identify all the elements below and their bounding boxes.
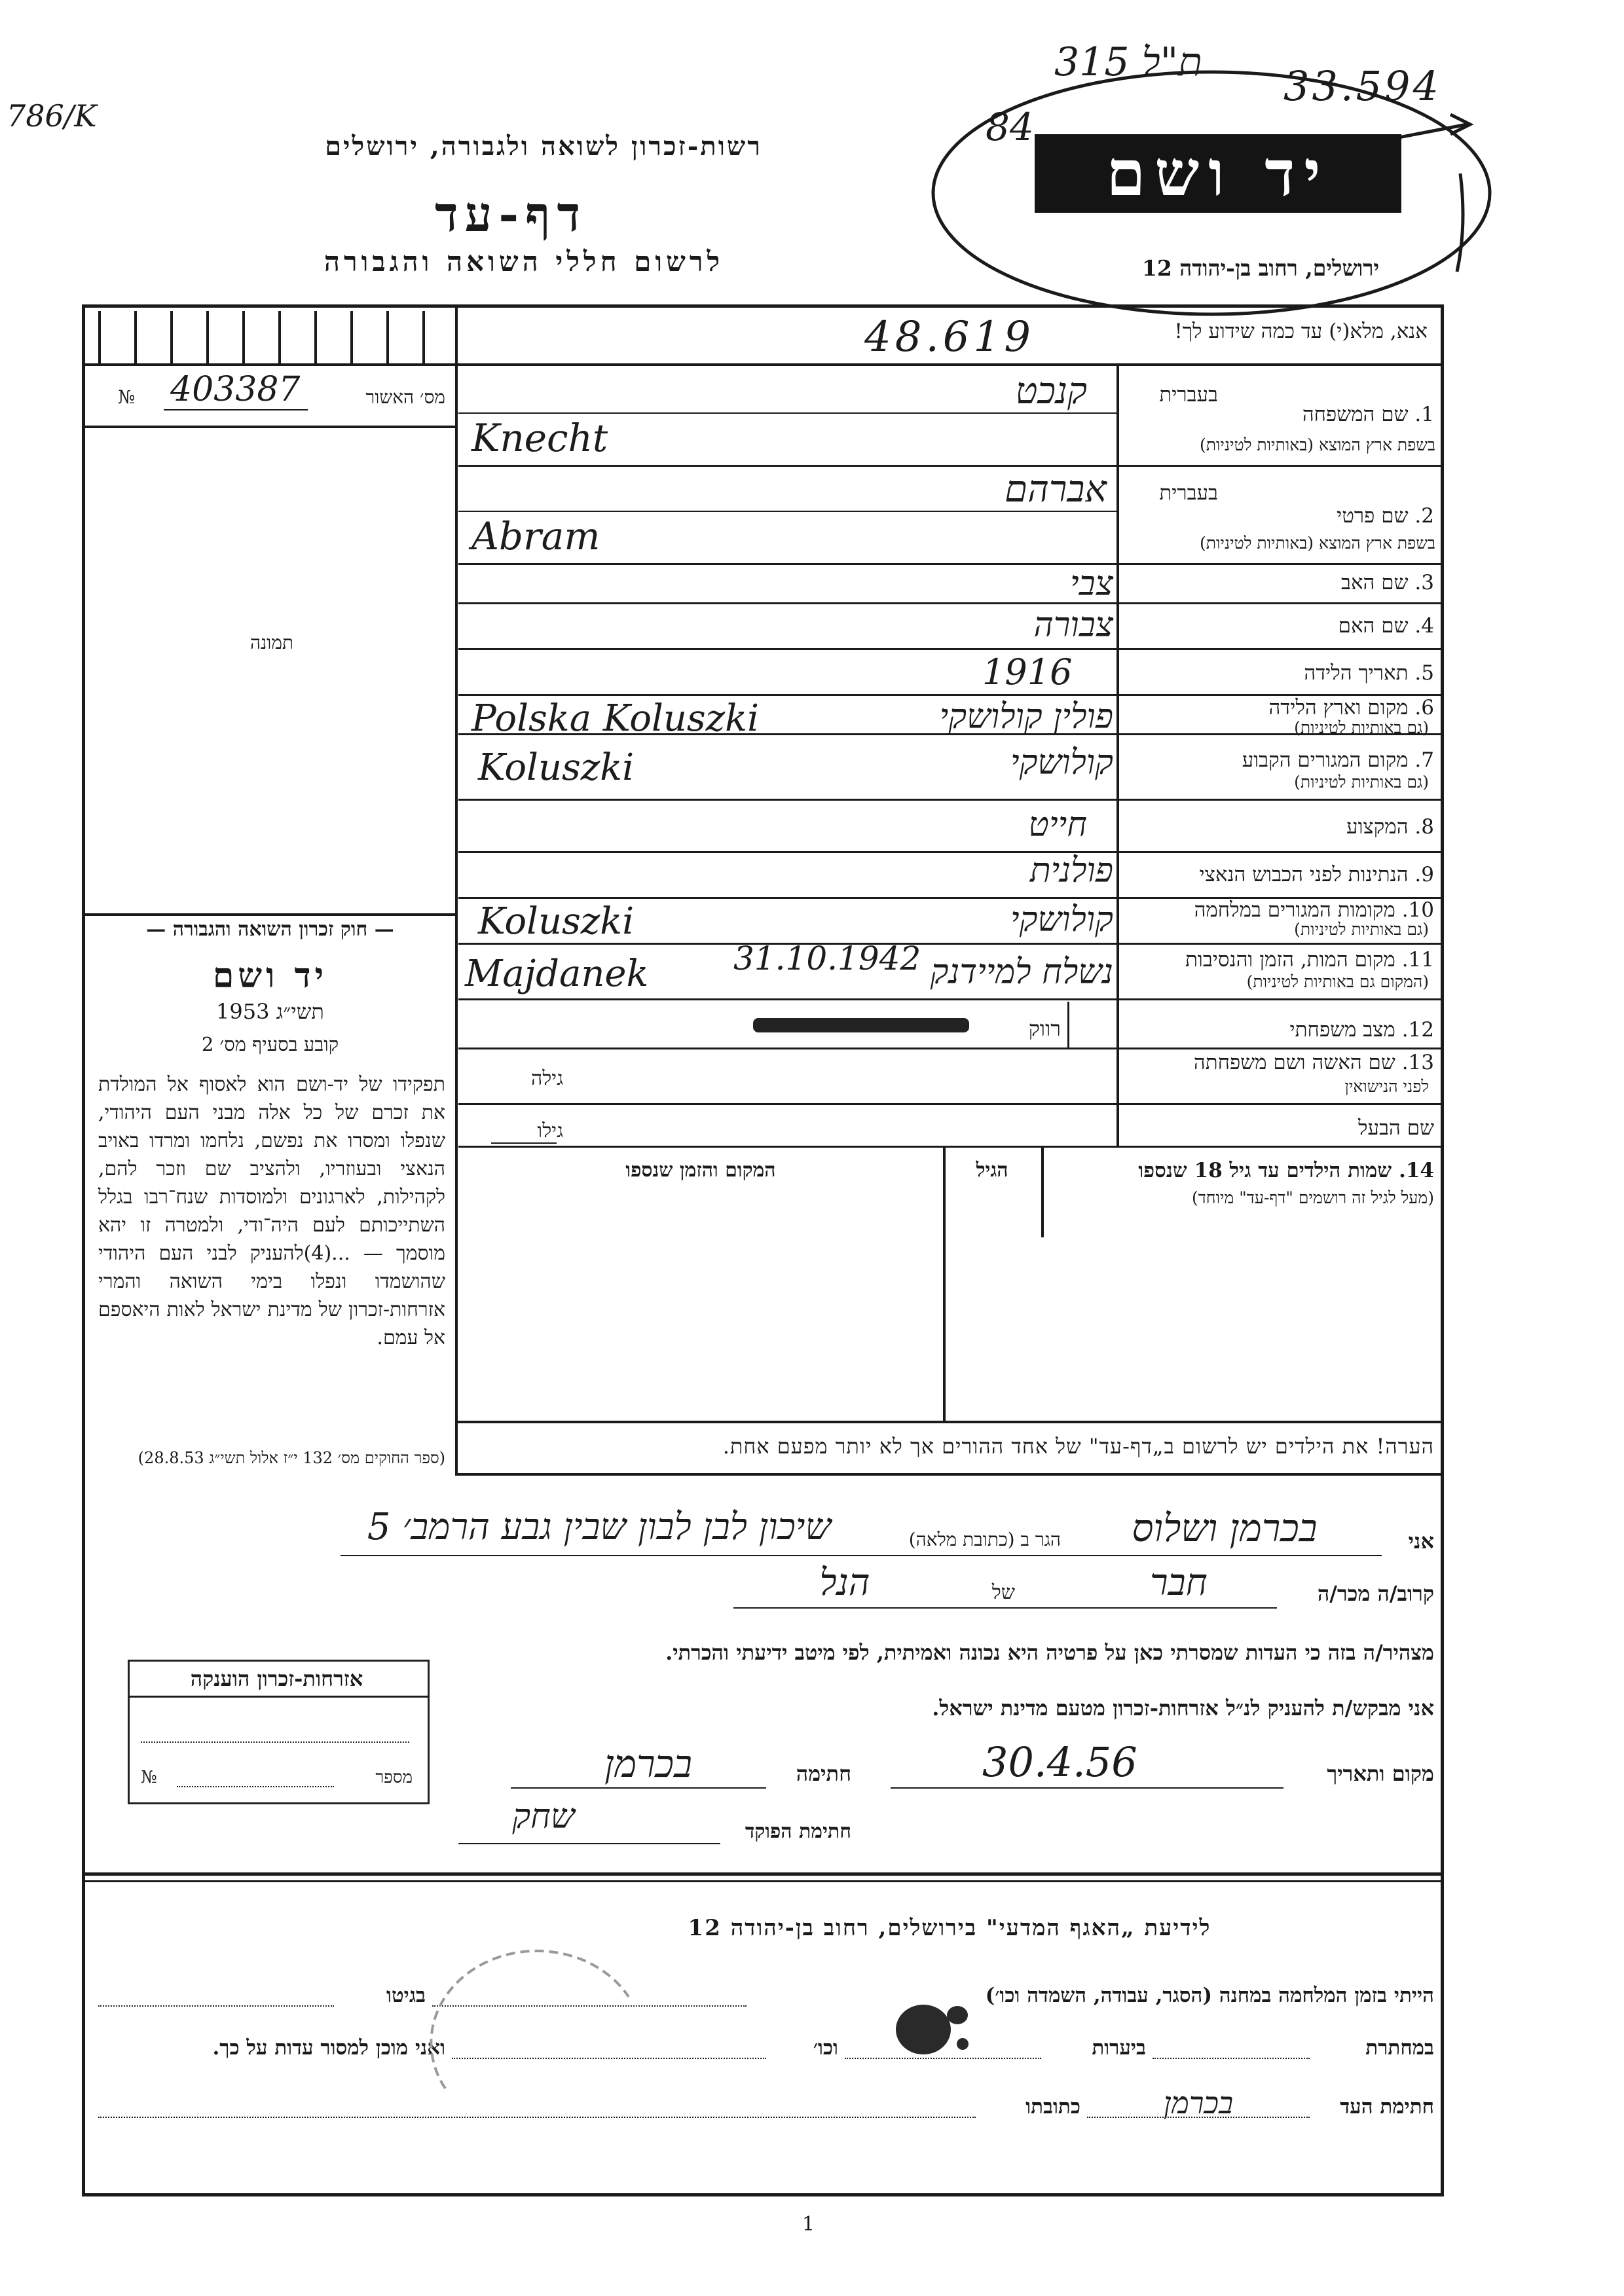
field-5-value: 1916 <box>982 651 1073 693</box>
signature-underline <box>511 1787 766 1789</box>
declarant-name: בכרמן ושלוס <box>1132 1506 1318 1550</box>
bottom-line1-b: בגיטו <box>386 1984 426 2007</box>
frame-bottom <box>82 2193 1444 2196</box>
relation-value: חבר <box>1150 1561 1208 1604</box>
footer-mark: 1 <box>802 2213 815 2236</box>
date-underline <box>891 1787 1283 1789</box>
husband-age-underline <box>491 1142 557 1144</box>
form-title: דף-עד <box>434 187 587 243</box>
field-10-sub: (גם באותיות לטיניות) <box>1294 920 1429 939</box>
field-2-heb-value: אברהם <box>1005 468 1107 511</box>
field-10-label: 10. מקומות המגורים במלחמה <box>1194 898 1434 922</box>
frame-top <box>82 304 1444 308</box>
children-col-1 <box>1041 1146 1044 1237</box>
field-12-value: רווק <box>1028 1016 1061 1041</box>
field-2-lat-value: Abram <box>471 514 600 558</box>
field-10-lat-value: Koluszki <box>478 900 635 943</box>
field-6-lat-value: Polska Koluszki <box>471 697 760 740</box>
of-value: הנל <box>819 1561 870 1604</box>
request-text: אני מבקש/ת להעניק לנ״ל אזרחות-זכרון מטעם מדינת ישראל. <box>932 1696 1434 1721</box>
officer-signature: שחק <box>512 1797 575 1836</box>
husband-label: שם הבעל <box>1358 1116 1434 1140</box>
officer-underline <box>458 1843 720 1844</box>
field-12-tick <box>1067 1002 1069 1048</box>
note-text: הערה! את הילדים יש לרשום ב„דף-עד" של אחד ההורים אך לא יותר מפעם אחת. <box>722 1434 1434 1459</box>
field-6-sub: (גם באותיות לטיניות) <box>1294 718 1429 737</box>
memorial-box-num-line <box>177 1786 334 1787</box>
signature-label: חתימה <box>796 1761 851 1786</box>
law-ref: (ספר החוקים מס׳ 132 י״ז אלול תשי״ג 28.8.53) <box>138 1449 445 1467</box>
field-7-label: 7. מקום המגורים הקבוע <box>1242 748 1434 772</box>
field-5-label: 5. תאריך הלידה <box>1304 661 1434 685</box>
note-bottom-line <box>455 1473 1444 1476</box>
memorial-box-divider <box>128 1696 430 1698</box>
field-11-lat-value: Majdanek <box>465 953 649 995</box>
field-7-value: קולושקי <box>1010 743 1113 782</box>
memorial-box-title: אזרחות-זכרון הוענקה <box>190 1666 363 1691</box>
field-4-value: צבורה <box>1033 606 1113 645</box>
field-9-value: פולנית <box>1029 851 1113 890</box>
bottom-line3-a: חתימת העד <box>1340 2095 1434 2119</box>
label-col-divider <box>1116 363 1119 1146</box>
field-1-sub: בשפת ארץ המוצא (באותיות לטיניות) <box>1200 435 1435 454</box>
place-date-label: מקום ותאריך <box>1327 1761 1434 1786</box>
signature-value: בכרמן <box>604 1741 692 1786</box>
bottom-line3-b: כתובתו <box>1025 2095 1080 2119</box>
field-1-heb-tag: בעברית <box>1159 383 1218 407</box>
field-3-label: 3. שם האב <box>1341 571 1434 594</box>
declarant-ani-label: אני <box>1408 1529 1434 1554</box>
field-4-label: 4. שם האם <box>1338 614 1434 638</box>
form-purpose: לרשום חללי השואה והגבורה <box>323 246 724 278</box>
field-2-heb-tag: בעברית <box>1159 481 1218 505</box>
bottom-line2-dots-1 <box>1153 2058 1310 2059</box>
field-1-lat-value: Knecht <box>471 416 608 460</box>
law-body: תפקידו של יד-ושם הוא לאסוף אל המולדת את זכרם של כל אלה מבני העם היהודי, שנפלו ומסרו את נפשם, נלחמו ומרדו באויב הנאצי ובעוזריו, ולהציב שם וזכר להם, לקהילות, לארגונים ולמוסדות שנח־רבו בגלל השתייכותם לעם היה־ודי, ולמטרה זו יהא מוסמך — ...(4)להעניק לבני העם היהודי שהושמדו ונפלו בימי השואה והמרי אזרחות-זכרון של מדינת ישראל לאות היאספם אל עמם. <box>98 1073 446 1349</box>
children-col-age: הגיל <box>976 1159 1008 1182</box>
field-8-label: 8. המקצוע <box>1346 815 1434 839</box>
instruction-text: אנא, מלא(י) עד כמה שידוע לך! <box>1174 319 1428 343</box>
field-1-label: 1. שם המשפחה <box>1302 403 1434 426</box>
field-8-value: חייט <box>1028 805 1087 845</box>
bottom-title: לידיעת „האגף המדעי" בירושלים, רחוב בן-יהודה 12 <box>688 1915 1211 1941</box>
declaration-date: 30.4.56 <box>982 1738 1137 1786</box>
declarant-underline <box>341 1555 1382 1556</box>
field-6-label: 6. מקום וארץ הלידה <box>1268 696 1434 720</box>
field-7-sub: (גם באותיות לטיניות) <box>1294 773 1429 792</box>
children-col-2 <box>943 1146 946 1421</box>
field-11-label: 11. מקום המות, הזמן והנסיבות <box>1185 948 1434 972</box>
bottom-line3-dots-1 <box>1087 2117 1310 2118</box>
authority-name: רשות-זכרון לשואה ולגבורה, ירושלים <box>325 131 762 162</box>
photo-box-bottom <box>82 913 455 916</box>
law-name: יד ושם <box>212 956 328 996</box>
field-13-sub: לפני הנישואין <box>1344 1077 1429 1096</box>
faint-stamp <box>419 1938 655 2134</box>
children-col-place: המקום והזמן שנספו <box>625 1159 776 1182</box>
frame-right <box>1441 304 1444 2196</box>
field-13-age-label: גילה <box>530 1067 563 1090</box>
field-2-label: 2. שם פרטי <box>1337 504 1434 528</box>
note-top-line <box>455 1421 1444 1423</box>
bottom-section-top <box>82 1872 1444 1876</box>
of-label: של <box>991 1581 1015 1604</box>
approval-prefix: № <box>118 386 136 408</box>
field-6-value: פולין קולושקי <box>939 697 1113 737</box>
ink-blot <box>884 1984 989 2075</box>
field-12-strike <box>753 1018 969 1032</box>
margin-note: 786/K <box>7 98 97 134</box>
left-col-divider <box>455 304 458 1473</box>
children-sub: (מעל לגיל זה רושמים "דף-עד" מיוחד) <box>1192 1188 1434 1207</box>
declarant-resides-label: הגר ב (כתובת מלאה) <box>908 1529 1061 1550</box>
memorial-box-num-label: מספר <box>375 1768 413 1787</box>
law-year: תשי״ג 1953 <box>216 999 324 1024</box>
circled-number: 84 <box>986 105 1034 149</box>
handwritten-upper-number: ת"ל 315 <box>1054 39 1202 85</box>
field-13-label: 13. שם האשה ושם משפחתה <box>1193 1051 1434 1074</box>
relative-label: קרוב/ה מכר/ה <box>1317 1581 1434 1606</box>
archive-number: 33.594 <box>1283 62 1441 110</box>
bottom-line2-a: במחתרת <box>1365 2036 1434 2060</box>
husband-age-label: גילו <box>537 1120 563 1142</box>
approval-label: מס׳ האשור <box>365 386 445 408</box>
logo-text: יד ושם <box>1106 136 1330 210</box>
children-label: 14. שמות הילדים עד גיל 18 שנספו <box>1138 1159 1434 1182</box>
approval-number: 403387 <box>170 370 301 409</box>
field-10-value: קולושקי <box>1010 900 1113 939</box>
officer-label: חתימת הפוקד <box>745 1820 851 1843</box>
memorial-box-prefix: № <box>141 1768 157 1787</box>
law-title: — חוק זכרון השואה והגבורה — <box>146 918 394 941</box>
declaration-text: מצהיר/ה בזה כי העדות שמסרתי כאן על פרטיה היא נכונה ואמיתית, לפי מיטב ידיעתי והכרתי. <box>665 1640 1434 1665</box>
bottom-line2-d: ואני מוכן למסור עדות על כך. <box>212 2036 445 2060</box>
approval-underline <box>164 409 308 410</box>
bottom-line1-a: הייתי בזמן המלחמה במחנה (הסגר, עבודה, השמדה וכו׳) <box>985 1984 1434 2007</box>
top-row-line <box>455 363 1444 366</box>
photo-label: תמונה <box>249 632 294 653</box>
field-3-value: צבי <box>1070 564 1113 604</box>
approval-row-line <box>82 426 455 428</box>
bottom-line2-b: ביערות <box>1092 2036 1146 2060</box>
bottom-witness-signature: בכרמן <box>1163 2085 1234 2121</box>
law-clause: קובע בסעיף מס׳ 2 <box>201 1033 339 1055</box>
memorial-box-dotline <box>141 1741 409 1743</box>
handwritten-form-number: 48.619 <box>864 313 1035 361</box>
ticks-bottom <box>82 363 455 366</box>
field-11-date: 31.10.1942 <box>733 939 921 977</box>
declarant-address: שיכון לבן לבון שבין גבע הרמב׳ 5 <box>367 1506 832 1548</box>
field-2-sub: בשפת ארץ המוצא (באותיות לטיניות) <box>1200 534 1435 553</box>
bottom-line2-c: וכו׳ <box>813 2036 838 2060</box>
relative-underline <box>733 1607 1277 1609</box>
bottom-section-top-2 <box>82 1880 1444 1882</box>
field-7-lat-value: Koluszki <box>478 746 635 789</box>
field-9-label: 9. הנתינות לפני הכבוש הנאצי <box>1199 863 1434 886</box>
field-12-label: 12. מצב משפחתי <box>1289 1018 1434 1042</box>
header-address: ירושלים, רחוב בן-יהודה 12 <box>1141 255 1380 281</box>
field-1-heb-value: קנכט <box>1015 370 1087 412</box>
field-11-value: נשלח למיידנק <box>930 953 1113 992</box>
frame-left <box>82 304 85 2196</box>
bottom-line1-dots-2 <box>98 2005 334 2007</box>
field-11-sub: (המקום גם באותיות לטיניות) <box>1246 972 1429 991</box>
